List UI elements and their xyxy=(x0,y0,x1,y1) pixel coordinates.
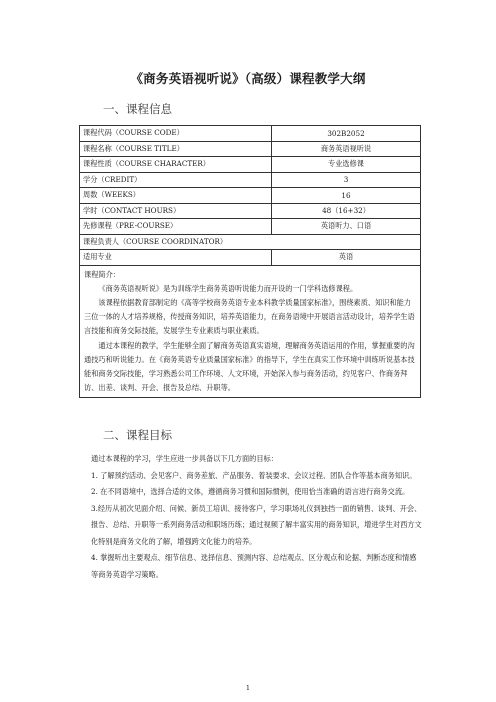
row-label: 课程名称（COURSE TITLE） xyxy=(80,141,272,157)
page-number: 1 xyxy=(245,684,251,692)
row-value: 英语听力、口语 xyxy=(272,219,421,235)
table-row xyxy=(80,172,421,188)
table-row xyxy=(80,250,421,266)
intro-paragraph: 该课程依据教育部制定的《高等学校商务英语专业本科教学质量国家标准》，围绕素质、知识和能力三位一体的人才培养规格，传授商务知识，培养英语能力，在商务语境中开展语言活动设计，培养学生语言技能和商务交际技能，发展学生专业素质与职业素质。 xyxy=(84,297,415,336)
goals-lead: 通过本课程的学习，学生应进一步具备以下几方面的目标： xyxy=(91,454,278,463)
row-value: 3 xyxy=(272,172,421,188)
row-label: 学时（CONTACT HOURS） xyxy=(80,203,272,219)
document-title: 《商务英语视听说》（高级）课程教学大纲 xyxy=(130,71,366,86)
row-value: 16 xyxy=(272,188,421,204)
goal-item: 1. 了解预约活动、会见客户、商务差旅、产品服务、着装要求、会议过程、团队合作等基本商务知识。 xyxy=(91,470,417,480)
course-info-table xyxy=(79,125,421,398)
table-row xyxy=(80,157,421,173)
intro-paragraph: 通过本课程的教学，学生能够全面了解商务英语真实语境，理解商务英语运用的作用，掌握重要的沟通技巧和听说能力。在《商务英语专业质量国家标准》的指导下，学生在真实工作环境中训练听说基本技能和商务交际技能，学习熟悉公司工作环境、人文环境，开始深入参与商务活动，约见客户、作商务拜访、出差、谈判、开会、报告及总结、升职等。 xyxy=(84,340,415,393)
row-label: 学分（CREDIT） xyxy=(80,172,272,188)
row-value: 商务英语视听说 xyxy=(272,141,421,157)
section-heading-course-goals: 二、课程目标 xyxy=(103,428,172,442)
section-heading-course-info: 一、课程信息 xyxy=(103,102,172,116)
course-goals-body xyxy=(91,451,423,583)
row-value: 48（16+32） xyxy=(272,203,421,219)
row-label: 课程负责人（COURSE COORDINATOR） xyxy=(80,234,421,250)
table-row xyxy=(80,234,421,250)
course-intro-cell xyxy=(80,265,421,398)
intro-heading: 课程简介： xyxy=(84,269,120,279)
goal-item: 2. 在不同语境中，选择合适的文体，遵循商务习惯和国际惯例，使用恰当准确的语言进行商务交流。 xyxy=(91,487,410,496)
table-row xyxy=(80,219,421,235)
row-label: 课程性质（COURSE CHARACTER） xyxy=(80,157,272,173)
table-row-intro xyxy=(80,265,421,398)
table-row xyxy=(80,188,421,204)
goal-item: 3.经历从初次见面介绍、问候、新员工培训、接待客户，学习职场礼仪到独挡一面的销售、谈判、开会、报告、总结、升职等一系列商务活动和职场历练；通过视频了解丰富实用的商务知识，增进学生对西方文化特别是商务文化的了解，增强跨文化能力的培养。 xyxy=(91,503,422,546)
row-label: 周数（WEEKS） xyxy=(80,188,272,204)
table-row xyxy=(80,203,421,219)
row-value: 英语 xyxy=(272,250,421,266)
row-label: 适用专业 xyxy=(80,250,272,266)
table-row xyxy=(80,141,421,157)
row-value: 专业选修课 xyxy=(272,157,421,173)
row-value: 302B2052 xyxy=(272,126,421,142)
row-label: 先修课程（PRE-COURSE） xyxy=(80,219,272,235)
row-label: 课程代码（COURSE CODE） xyxy=(80,126,272,142)
table-row xyxy=(80,126,421,142)
intro-paragraph: 《商务英语视听说》是为训练学生商务英语听说能力而开设的一门学科选修课程。 xyxy=(98,283,358,293)
goal-item: 4. 掌握听出主要观点、细节信息、选择信息、预测内容、总结观点、区分观点和论据、判断态度和情感等商务英语学习策略。 xyxy=(91,553,417,579)
